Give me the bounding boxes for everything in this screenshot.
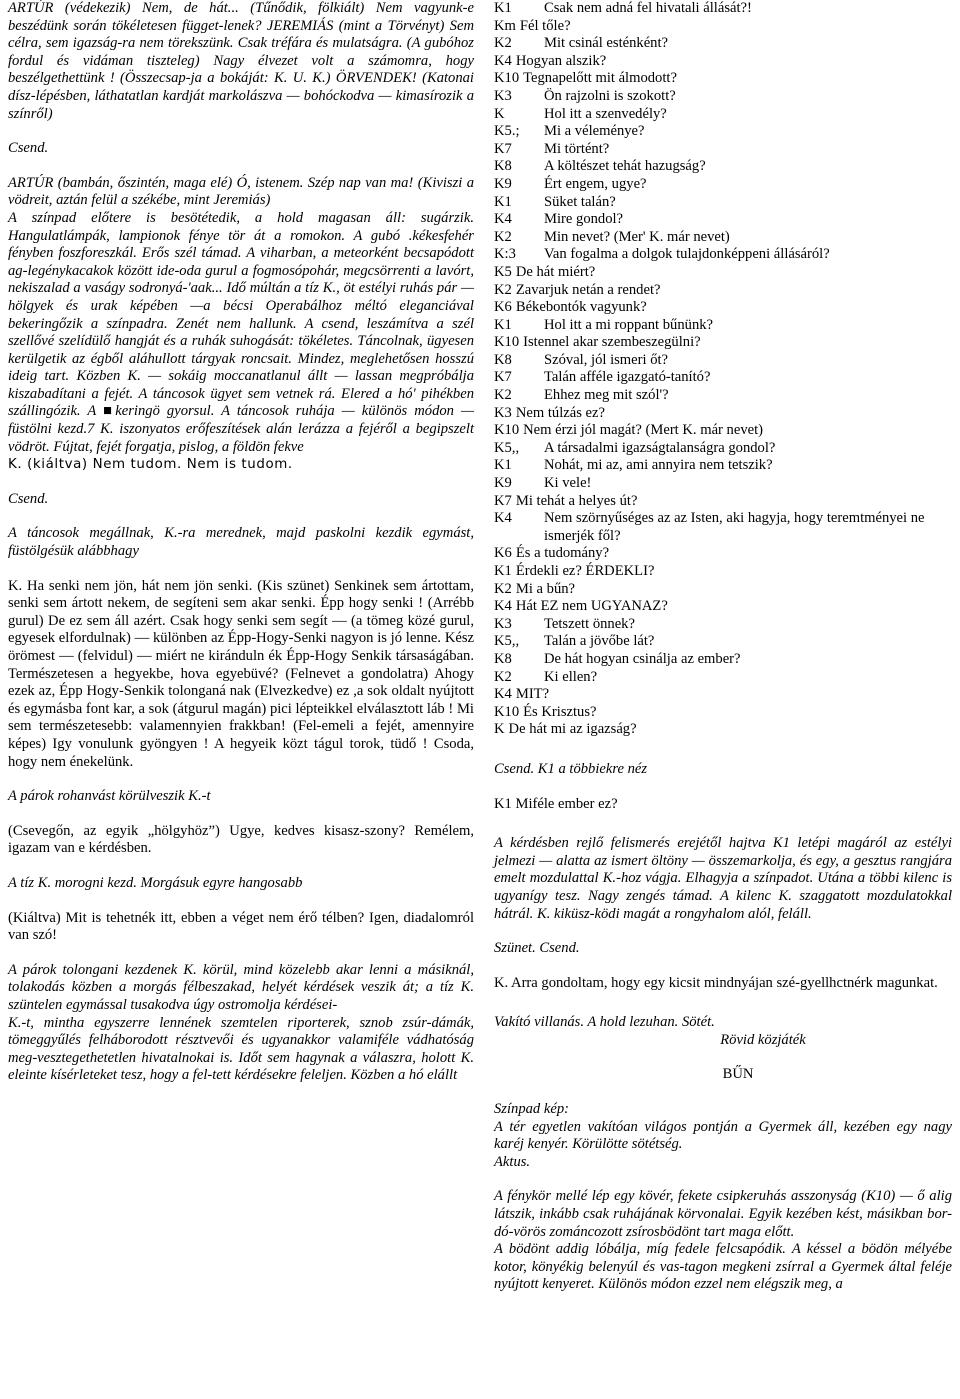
dialogue-text: A társadalmi igazságtalanságra gondol? — [544, 439, 776, 456]
dialogue-text: Békebontók vagyunk? — [515, 299, 647, 316]
dialogue-line — [494, 194, 952, 212]
speaker-label: K4 — [494, 52, 512, 69]
paragraph-woman: A fénykör mellé lép egy kövér, fekete csipkeruhás asszonyság (K10) — ő alig látszik, inkább csak ruhájának körvonalai. Egyik kezében kést, másikban bor-dó-vörös zománcozott zsírosbödönt tart maga előtt. — [494, 1188, 952, 1240]
stage-direction-silence-2: Csend. — [8, 490, 49, 507]
speaker-label: K3 — [494, 87, 512, 104]
dialogue-line — [494, 510, 952, 545]
left-column — [8, 0, 474, 1085]
dialogue-text: Mi a bűn? — [515, 580, 576, 597]
dialogue-text: Tegnapelőtt mit álmodott? — [523, 70, 677, 87]
speaker-label: K7 — [494, 492, 512, 509]
dialogue-line — [494, 545, 952, 563]
right-column — [494, 0, 952, 1294]
speaker-label: K1 — [494, 316, 512, 333]
speaker-label: K8 — [494, 158, 512, 175]
speaker-label: K2 — [494, 228, 512, 245]
dialogue-line — [494, 633, 952, 651]
dialogue-line — [494, 211, 952, 229]
dialogue-line — [494, 651, 952, 669]
speaker-label: K10 — [494, 422, 520, 439]
paragraph-reporters: K.-t, mintha egyszerre lennének szemtelen riporterek, sznob zsúr-dámák, tömeggyűlés felháborodott résztvevői és ugyanakkor valamiféle vádhatóság meg-vesztegethetetlen hivatalnokai is. Időt sem hagynak a válaszra, holott K. eleinte kísérleteket tesz, hogy a fel-tett kérdésekre feleljen. Közben a hó elállt — [8, 1014, 474, 1084]
dialogue-line — [494, 53, 952, 71]
speaker-label: K5,, — [494, 633, 520, 650]
dialogue-text: Csak nem adná fel hivatali állását?! — [544, 0, 752, 16]
dialogue-line — [494, 369, 952, 387]
dialogue-line — [494, 721, 952, 739]
paragraph-artur: ARTÚR (bambán, őszintén, maga elé) Ó, istenem. Szép nap van ma! (Kiviszi a vödreit, aztán felül a székébe, mint Jeremiás) — [8, 174, 474, 209]
speaker-label: K8 — [494, 351, 512, 368]
paragraph-recognition: A kérdésben rejlő felismerés erejétől hajtva K1 letépi magáról az estélyi jelmezi — alatta az ismert öltöny — összemarkolja, és egy, a gesztus rangjára emelt mozdulattal K.-hoz vágja. Elhagyja a színpadot. Utána a többi kilenc is ugyanígy tesz. Nagy zengés támad. A kilenc K. szaggatott mozdulatokkal hátrál. K. kiküsz-ködi magát a rongyhalom alól, feláll. — [494, 835, 952, 922]
dialogue-line — [494, 35, 952, 53]
dialogue-line — [494, 440, 952, 458]
dialogue-text: Süket talán? — [544, 193, 616, 210]
dialogue-line — [494, 70, 952, 88]
dialogue-text: Talán afféle igazgató-tanító? — [544, 369, 711, 386]
paragraph-shouting: (Kiáltva) Mit is tehetnék itt, ebben a véget nem érő télben? Igen, diadalomról van szó! — [8, 909, 474, 944]
speaker-label: K2 — [494, 281, 512, 298]
dialogue-line — [494, 616, 952, 634]
dialogue-line — [494, 18, 952, 36]
stage-direction-silence: Csend. — [8, 140, 49, 157]
dialogue-line — [494, 299, 952, 317]
dialogue-text: Mi a véleménye? — [544, 123, 645, 140]
paragraph-crowding: A párok tolongani kezdenek K. körül, mind közelebb akar lenni a másiknál, tolakodás közben a morgás félbeszakad, helyét kérdések veszik át; a tíz K. szüntelen egymással tusakodva úgy ostromolja kérdései- — [8, 961, 474, 1013]
dialogue-line — [494, 581, 952, 599]
speaker-label: Km — [494, 17, 516, 34]
paragraph-couples: A párok rohanvást körülveszik K.-t — [8, 788, 211, 805]
speaker-label: K10 — [494, 703, 520, 720]
speaker-label: K1 — [494, 563, 512, 579]
dialogue-line — [494, 229, 952, 247]
section-title-bun: BŰN — [722, 1066, 754, 1083]
speaker-label: K2 — [494, 580, 512, 597]
dialogue-line — [494, 0, 952, 18]
dialogue-text: Min nevet? (Mer' K. már nevet) — [544, 228, 730, 245]
speaker-label: K1 — [494, 457, 512, 474]
paragraph-flash: Vakító villanás. A hold lezuhan. Sötét. — [494, 1014, 715, 1031]
dialogue-line — [494, 686, 952, 704]
speaker-label: K4 — [494, 510, 512, 527]
dialogue-line — [494, 264, 952, 282]
dialogue-text: Mire gondol? — [544, 211, 624, 228]
paragraph-pause: Szünet. Csend. — [494, 940, 580, 957]
speaker-label: K1 — [494, 0, 512, 16]
paragraph-1: ARTÚR (védekezik) Nem, de hát... (Tűnődik, fölkiált) Nem vagyunk-e beszédünk során tökéletesen függet-lenek? JEREMIÁS (mint a Törvényt) Sem célra, sem igazság-ra nem törekszünk. Csak tréfára és mulatságra. (A gubóhoz fordul és vidáman tiszteleg) Nagy élvezet volt a számomra, hogy beszélgethettünk ! (Összecsap-ja a bokáját: K. U. K.) ÖRVENDEK! (Katonai dísz-lépésben, láthatatlan kardját markolászva — bohóckodva — kimasírozik a színről) — [8, 0, 474, 122]
paragraph-stage-picture: A tér egyetlen vakítóan világos pontján a Gyermek áll, kezében egy nagy karéj kenyér. Körülötte sötétség. — [494, 1118, 952, 1153]
dialogue-line — [494, 352, 952, 370]
paragraph-k1-question: K1 Miféle ember ez? — [494, 795, 618, 812]
dialogue-text: Nem szörnyűséges az az Isten, aki hagyja, hogy teremtményei ne ismerjék fől? — [544, 510, 925, 544]
paragraph-tub: A bödönt addig lóbálja, míg fedele felcsapódik. A késsel a bödön mélyébe kotor, könyékig belenyúl és vas-tagon megkeni zsírral a Gyermek által feléje nyújtott kenyeret. Különös módon ezzel nem elégszik meg, a — [494, 1241, 952, 1293]
dialogue-text: Hol itt a mi roppant bűnünk? — [544, 316, 714, 333]
speaker-label: K3 — [494, 615, 512, 632]
dialogue-text: Tetszett önnek? — [544, 615, 635, 632]
speaker-label: K4 — [494, 211, 512, 228]
speaker-label: K10 — [494, 334, 520, 351]
speaker-label: K5,, — [494, 439, 520, 456]
dialogue-line — [494, 598, 952, 616]
speaker-label: K4 — [494, 686, 512, 703]
speaker-label: K2 — [494, 387, 512, 404]
dialogue-text: És Krisztus? — [523, 703, 597, 720]
dialogue-line — [494, 387, 952, 405]
dialogue-line — [494, 405, 952, 423]
dialogue-text: Fél tőle? — [519, 17, 571, 34]
dialogue-line — [494, 422, 952, 440]
dialogue-text: De hát miért? — [515, 263, 596, 280]
stage-picture-label: Színpad kép: — [494, 1101, 569, 1118]
dialogue-line — [494, 317, 952, 335]
dialogue-text: Ki ellen? — [544, 668, 598, 685]
dialogue-line — [494, 704, 952, 722]
dialogue-text: De hát hogyan csinálja az ember? — [544, 650, 741, 667]
paragraph-act: Aktus. — [494, 1153, 531, 1170]
paragraph-chatting: (Csevegőn, az egyik „hölgyhöz”) Ugye, kedves kisasz-szony? Remélem, igazam van e kérdésben. — [8, 822, 474, 857]
speaker-label: K8 — [494, 650, 512, 667]
dialogue-line — [494, 493, 952, 511]
dialogue-line — [494, 141, 952, 159]
speaker-label: K — [494, 721, 505, 738]
dialogue-text: Ki vele! — [544, 475, 592, 492]
dialogue-line — [494, 88, 952, 106]
dialogue-text: Hol itt a szenvedély? — [544, 105, 667, 122]
dialogue-text: Nohát, mi az, ami annyira nem tetszik? — [544, 457, 773, 474]
speaker-label: K2 — [494, 35, 512, 52]
dialogue-line — [494, 123, 952, 141]
dialogue-line — [494, 475, 952, 493]
dialogue-text: Ehhez meg mit szól'? — [544, 387, 669, 404]
dialogue-line — [494, 282, 952, 300]
dialogue-text: És a tudomány? — [515, 545, 610, 562]
dialogue-text: De hát mi az igazság? — [508, 721, 637, 738]
dialogue-text: Istennel akar szembeszegülni? — [523, 334, 701, 351]
speaker-label: K:3 — [494, 246, 516, 263]
speaker-label: K9 — [494, 475, 512, 492]
dialogue-line — [494, 563, 952, 581]
dialogue-line — [494, 158, 952, 176]
paragraph-ten-k: A tíz K. morogni kezd. Morgásuk egyre hangosabb — [8, 874, 303, 891]
dialogue-text: Ért engem, ugye? — [544, 175, 647, 192]
speaker-label: K6 — [494, 545, 512, 562]
speaker-label: K7 — [494, 140, 512, 157]
dialogue-line — [494, 246, 952, 264]
speaker-label: K9 — [494, 175, 512, 192]
dialogue-line — [494, 457, 952, 475]
interlude-title: Rövid közjáték — [720, 1031, 806, 1048]
k-monologue: K. Ha senki nem jön, hát nem jön senki. (Kis szünet) Senkinek sem ártottam, senki sem ártott nekem, de segíteni sem akar senki. Épp hogy senki ! (Arrébb gurul) De ez sem áll azért. Csak hogy senki sem segít — (a tömeg közé gurul, egyesek elfordulnak) — különben az Épp-Hogy-Senki nagyon is jó lenne. Kész örömest — (felvidul) — miért ne kiránduln ék Épp-Hogy Senkik társaságában. Természetesen a hegyekbe, hova egyebüvé? (Felnevet a gondolatra) Ahogy ezek az, Épp Hogy-Senkik tolonganá nak (Elvezkedve) ez ,a sok oldalt nyújtott és egymásba font kar, a sok (átgurul magán) pici lépteikkel elválasztott láb ! Mi sem természetesebb: valamennyien frakkban! (Fel-emeli a fejét, amennyire képes) Igy vonulunk gyöngyen ! A hegyeik közt tágul torok, tüdő ! Csoda, hogy nem énekelünk. — [8, 577, 474, 770]
speaker-label: K4 — [494, 598, 512, 615]
k-shout: K. (kiáltva) Nem tudom. Nem is tudom. — [8, 457, 293, 473]
speaker-label: K2 — [494, 668, 512, 685]
dialogue-text: Mi történt? — [544, 140, 610, 157]
dialogue-text: Zavarjuk netán a rendet? — [515, 281, 661, 298]
paragraph-k-ashamed: K. Arra gondoltam, hogy egy kicsit mindnyájan szé-gyellhctnérk magunkat. — [494, 974, 938, 991]
speaker-label: K3 — [494, 404, 512, 421]
dialogue-line — [494, 669, 952, 687]
speaker-label: K6 — [494, 299, 512, 316]
dialogue-text: Nem érzi jól magát? (Mert K. már nevet) — [523, 422, 764, 439]
paragraph-dancers-stop: A táncosok megállnak, K.-ra merednek, majd paskolni kezdik egymást, füstölgésük alábbhagy — [8, 525, 474, 560]
dialogue-text: Érdekli ez? ÉRDEKLI? — [515, 563, 655, 579]
dialogue-text: A költészet tehát hazugság? — [544, 158, 706, 175]
speaker-label: K10 — [494, 70, 520, 87]
speaker-label: K5.; — [494, 123, 520, 140]
speaker-label: K1 — [494, 193, 512, 210]
dialogue-text: Mit csinál esténként? — [544, 35, 669, 52]
dialogue-text: MIT? — [515, 686, 550, 703]
dialogue-line — [494, 106, 952, 124]
dialogue-text: Ön rajzolni is szokott? — [544, 87, 676, 104]
dialogue-line — [494, 334, 952, 352]
dialogue-text: Hogyan alszik? — [515, 52, 607, 69]
dialogue-line — [494, 176, 952, 194]
dialogue-text: Talán a jövőbe lát? — [544, 633, 655, 650]
paragraph-k1-looks: Csend. K1 a többiekre néz — [494, 760, 648, 777]
dialogue-list — [494, 0, 952, 739]
dialogue-text: Mi tehát a helyes út? — [515, 492, 638, 509]
speaker-label: K5 — [494, 263, 512, 280]
paragraph-stage-description: A színpad előtere is besötétedik, a hold magasan áll: sugárzik. Hangulatlámpák, lampionok fénye tör át a romokon. A gubó .kékesfehér fényben foszforeszkál. Erős szél támad. A viharban, a meteorként becsapódott ag-legénykacakok között ide-oda gurul a fogmosópohár, megcsörrenti a lavórt, nekiszalad a vaságy sodronyá-'aak... Idő múltán a tíz K., öt estélyi ruhás pár — hölgyek és urak képében —a bécsi Operabálhoz méltó eleganciával bekeringőzik a színpadra. Zenét nem hallunk. A csend, leszámítva a szél szellővé szelídülő hangját és a ruhák suhogását: tökéletes. Táncolnak, ügyesen kerülgetik az égből aláhullott tárgyak roncsait. Mindez, meglehetősen hosszú ideig tart. Közben K. — sokáig moccanatlanul állt — lassan megpróbálja kiszabadítani a fejét. A táncosok ügyet sem vetnek rá. Elered a hó' pihékben szállingózik. A ■keringö gyorsul. A táncosok ruhája — különös módon — füstölni kezd.7 K. iszonyatos erőfeszítések alán lerázza a fejéről a begipszelt vödröt. Fújtat, fejét forgatja, pislog, a földön fekve — [8, 209, 474, 455]
dialogue-text: Van fogalma a dolgok tulajdonképpeni állásáról? — [544, 246, 830, 263]
speaker-label: K7 — [494, 369, 512, 386]
dialogue-text: Szóval, jól ismeri őt? — [544, 351, 669, 368]
speaker-label: K — [494, 105, 505, 122]
dialogue-text: Nem túlzás ez? — [515, 404, 605, 421]
dialogue-text: Hát EZ nem UGYANAZ? — [515, 598, 668, 615]
